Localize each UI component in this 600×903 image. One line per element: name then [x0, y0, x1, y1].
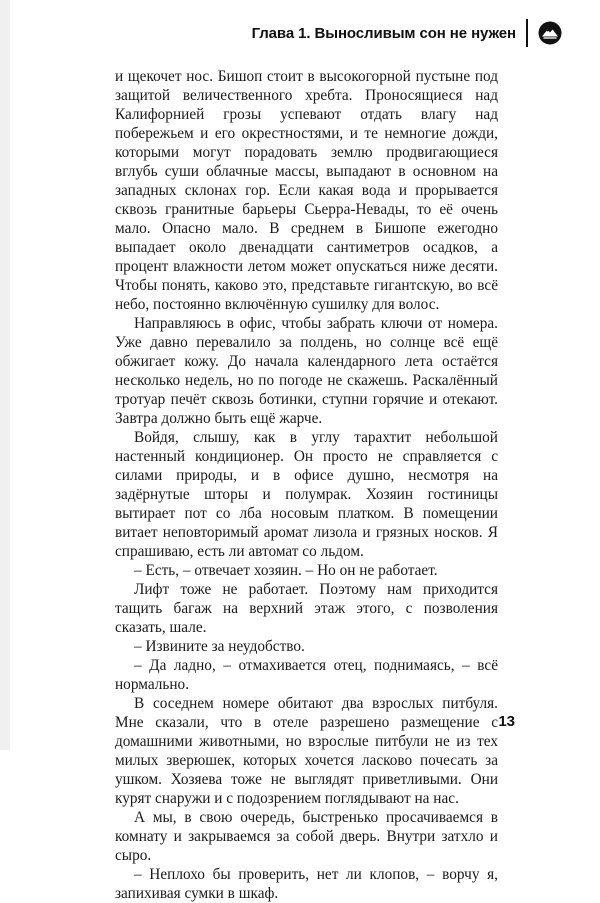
- header-divider: [526, 19, 528, 47]
- dialogue-line: – Есть, – отвечает хозяин. – Но он не работает.: [134, 562, 438, 579]
- paragraph: А мы, в свою очередь, быстренько просачиваемся в комнату и закрываемся за собой дверь. Внутри затхло и сыро.: [115, 809, 498, 864]
- tent-mountain-logo-icon: [538, 21, 562, 45]
- page-number: 13: [498, 713, 515, 730]
- dialogue-line: – Извините за неудобство.: [134, 638, 305, 655]
- paragraph: Войдя, слышу, как в углу тарахтит небольшой настенный кондиционер. Он просто не справляется с силами природы, и в офисе душно, несмотря на задёрнутые шторы и полумрак. Хозяин гостиницы вытирает пот со лба носовым платком. В помещении витает неповторимый аромат лизола и грязных носков. Я спрашиваю, есть ли автомат со льдом.: [115, 429, 498, 560]
- page-gutter-shadow: [0, 0, 10, 750]
- paragraph: Направляюсь в офис, чтобы забрать ключи от номера. Уже давно перевалило за полдень, но солнце всё ещё обжигает кожу. До начала календарного лета остаётся несколько недель, но по погоде не скажешь. Раскалённый тротуар печёт сквозь ботинки, ступни горячие и отекают. Завтра должно быть ещё жарче.: [115, 315, 498, 427]
- paragraph: В соседнем номере обитают два взрослых питбуля. Мне сказали, что в отеле разрешено размещение с домашними животными, но взрослые питбули не из тех милых зверюшек, которых хочется ласково почесать за ушком. Хозяева тоже не выглядят приветливыми. Они курят снаружи и с подозрением поглядывают на нас.: [115, 695, 498, 807]
- body-text: [115, 67, 498, 903]
- dialogue-line: – Неплохо бы проверить, нет ли клопов, – ворчу я, запихивая сумки в шкаф.: [115, 866, 498, 902]
- chapter-title: Глава 1. Выносливым сон не нужен: [251, 24, 516, 42]
- paragraph: Лифт тоже не работает. Поэтому нам приходится тащить багаж на верхний этаж этого, с позволения сказать, шале.: [115, 581, 498, 636]
- running-header: [252, 16, 562, 50]
- dialogue-line: – Да ладно, – отмахивается отец, поднимаясь, – всё нормально.: [115, 657, 498, 693]
- paragraph: и щекочет нос. Бишоп стоит в высокогорной пустыне под защитой величественного хребта. Проносящиеся над Калифорнией грозы успевают отдать влагу над побережьем и его окрестностями, и те немногие дожди, которыми могут порадовать землю продвигающиеся вглубь суши облачные массы, выпадают в основном на западных склонах гор. Если какая вода и прорывается сквозь гранитные барьеры Сьерра-Невады, то её очень мало. Опасно мало. В среднем в Бишопе ежегодно выпадает около двенадцати сантиметров осадков, а процент влажности летом может опускаться ниже десяти. Чтобы понять, каково это, представьте гигантскую, во всё небо, постоянно включённую сушилку для волос.: [115, 68, 498, 313]
